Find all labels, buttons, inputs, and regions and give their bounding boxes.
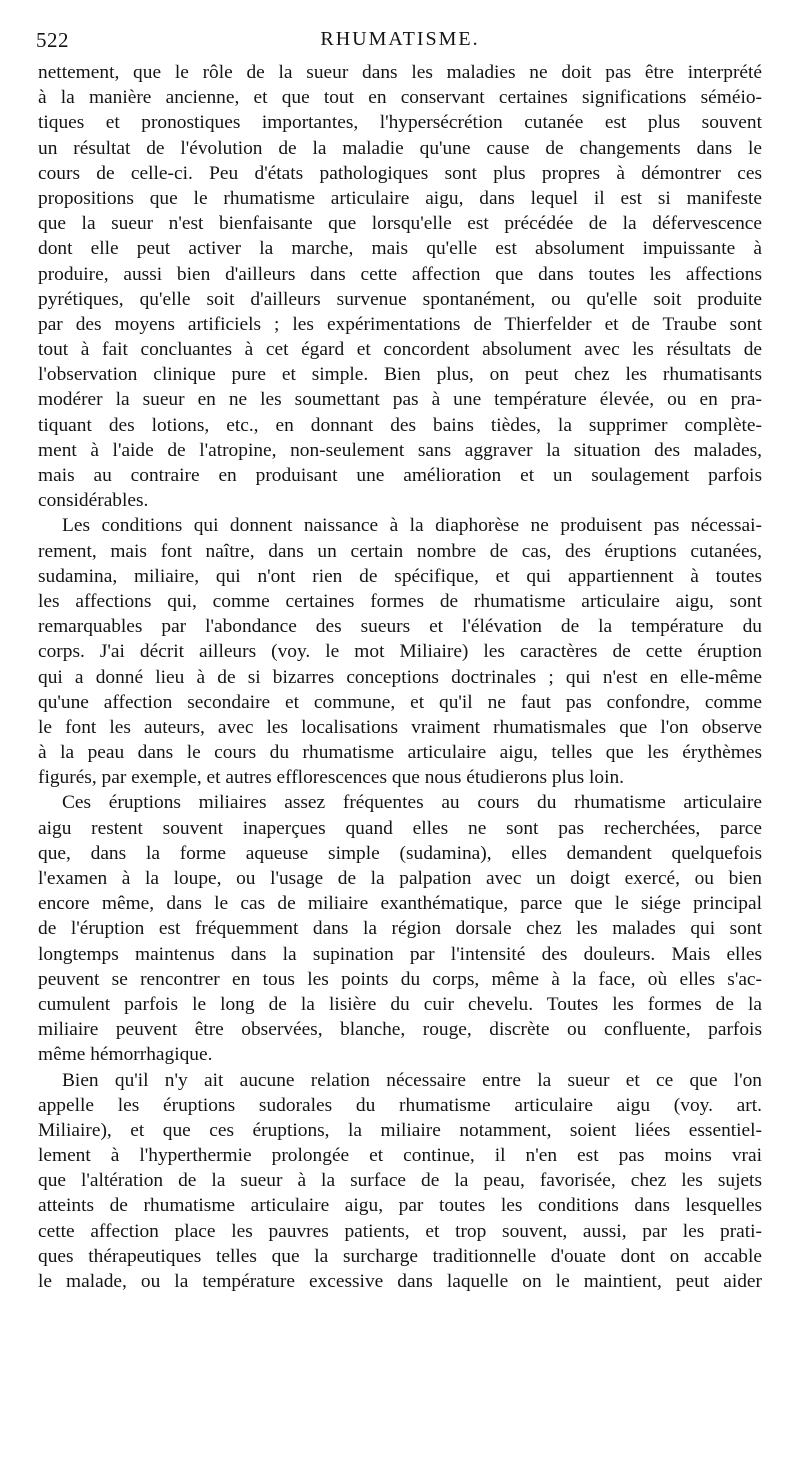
- text-line: tout à fait concluantes à cet égard et concordent absolument avec les résultats de: [38, 339, 762, 361]
- text-line: qui a donné lieu à de si bizarres conceptions doctrinales ; qui n'est en elle-même: [38, 666, 762, 688]
- text-line: appelle les éruptions sudorales du rhumatisme articulaire aigu (voy. art.: [38, 1094, 762, 1116]
- text-line: peuvent se rencontrer en tous les points du corps, même à la face, où elles s'ac-: [38, 968, 762, 990]
- text-line: corps. J'ai décrit ailleurs (voy. le mot Miliaire) les caractères de cette éruption: [38, 641, 762, 663]
- text-line: ment à l'aide de l'atropine, non-seulement sans aggraver la situation des malades,: [38, 439, 762, 461]
- text-line: propositions que le rhumatisme articulaire aigu, dans lequel il est si manifeste: [38, 187, 762, 209]
- text-line: sudamina, miliaire, qui n'ont rien de spécifique, et qui appartiennent à toutes: [38, 565, 762, 587]
- page-header: [36, 28, 764, 54]
- text-line: rement, mais font naître, dans un certain nombre de cas, des éruptions cutanées,: [38, 540, 762, 562]
- text-line: considérables.: [38, 490, 149, 512]
- text-line: le malade, ou la température excessive dans laquelle on le maintient, peut aider: [38, 1271, 762, 1292]
- text-line: un résultat de l'évolution de la maladie qu'une cause de changements dans le: [38, 137, 762, 159]
- text-line: longtemps maintenus dans la supination par l'intensité des douleurs. Mais elles: [38, 943, 762, 965]
- running-title: RHUMATISME.: [320, 28, 480, 50]
- text-line: l'observation clinique pure et simple. Bien plus, on peut chez les rhumatisants: [38, 364, 762, 386]
- text-line: cette affection place les pauvres patients, et trop souvent, aussi, par les prati-: [38, 1220, 762, 1242]
- text-line: nettement, que le rôle de la sueur dans les maladies ne doit pas être interprété: [38, 62, 762, 83]
- text-line: par des moyens artificiels ; les expérimentations de Thierfelder et de Traube sont: [38, 313, 762, 335]
- body-text: [38, 60, 762, 1294]
- text-line: encore même, dans le cas de miliaire exanthématique, parce que le siége principal: [38, 893, 762, 915]
- text-line: figurés, par exemple, et autres efflorescences que nous étudierons plus loin.: [38, 767, 625, 789]
- text-line: cours de celle-ci. Peu d'états pathologiques sont plus propres à démontrer ces: [38, 162, 762, 184]
- text-line: atteints de rhumatisme articulaire aigu, par toutes les conditions dans lesquelles: [38, 1195, 762, 1217]
- text-line: lement à l'hyperthermie prolongée et continue, il n'en est pas moins vrai: [38, 1145, 762, 1167]
- text-line: les affections qui, comme certaines formes de rhumatisme articulaire aigu, sont: [38, 590, 762, 612]
- text-line: tiquant des lotions, etc., en donnant des bains tièdes, la supprimer complète-: [38, 414, 762, 436]
- text-line: de l'éruption est fréquemment dans la région dorsale chez les malades qui sont: [38, 918, 762, 940]
- text-line: même hémorrhagique.: [38, 1044, 213, 1066]
- text-line: que la sueur n'est bienfaisante que lorsqu'elle est précédée de la défervescence: [38, 213, 762, 235]
- text-line: le font les auteurs, avec les localisations vraiment rhumatismales que l'on observe: [38, 716, 762, 738]
- text-line: ques thérapeutiques telles que la surcharge traditionnelle d'ouate dont on accable: [38, 1245, 762, 1267]
- text-line: à la manière ancienne, et que tout en conservant certaines significations séméio-: [38, 87, 762, 109]
- text-line: Ces éruptions miliaires assez fréquentes au cours du rhumatisme articulaire: [62, 792, 762, 814]
- text-line: Bien qu'il n'y ait aucune relation nécessaire entre la sueur et ce que l'on: [62, 1069, 762, 1091]
- text-line: que l'altération de la sueur à la surface de la peau, favorisée, chez les sujets: [38, 1170, 762, 1192]
- text-line: tiques et pronostiques importantes, l'hypersécrétion cutanée est plus souvent: [38, 112, 762, 134]
- text-line: remarquables par l'abondance des sueurs et l'élévation de la température du: [38, 616, 762, 638]
- text-line: Miliaire), et que ces éruptions, la miliaire notamment, soient liées essentiel-: [38, 1119, 762, 1141]
- text-line: miliaire peuvent être observées, blanche, rouge, discrète ou confluente, parfois: [38, 1019, 762, 1041]
- text-line: aigu restent souvent inaperçues quand elles ne sont pas recherchées, parce: [38, 817, 762, 839]
- text-line: pyrétiques, qu'elle soit d'ailleurs survenue spontanément, ou qu'elle soit produite: [38, 288, 762, 310]
- text-line: que, dans la forme aqueuse simple (sudamina), elles demandent quelquefois: [38, 842, 762, 864]
- text-line: mais au contraire en produisant une amélioration et un soulagement parfois: [38, 465, 762, 486]
- text-line: à la peau dans le cours du rhumatisme articulaire aigu, telles que les érythèmes: [38, 742, 762, 764]
- text-line: qu'une affection secondaire et commune, et qu'il ne faut pas confondre, comme: [38, 691, 762, 713]
- text-line: cumulent parfois le long de la lisière du cuir chevelu. Toutes les formes de la: [38, 993, 762, 1015]
- text-line: produire, aussi bien d'ailleurs dans cette affection que dans toutes les affections: [38, 263, 762, 285]
- text-line: Les conditions qui donnent naissance à la diaphorèse ne produisent pas nécessai-: [62, 515, 762, 537]
- text-line: dont elle peut activer la marche, mais qu'elle est absolument impuissante à: [38, 238, 762, 260]
- page-number: 522: [36, 28, 69, 52]
- text-line: l'examen à la loupe, ou l'usage de la palpation avec un doigt exercé, ou bien: [38, 868, 762, 889]
- text-line: modérer la sueur en ne les soumettant pas à une température élevée, ou en pra-: [38, 389, 762, 411]
